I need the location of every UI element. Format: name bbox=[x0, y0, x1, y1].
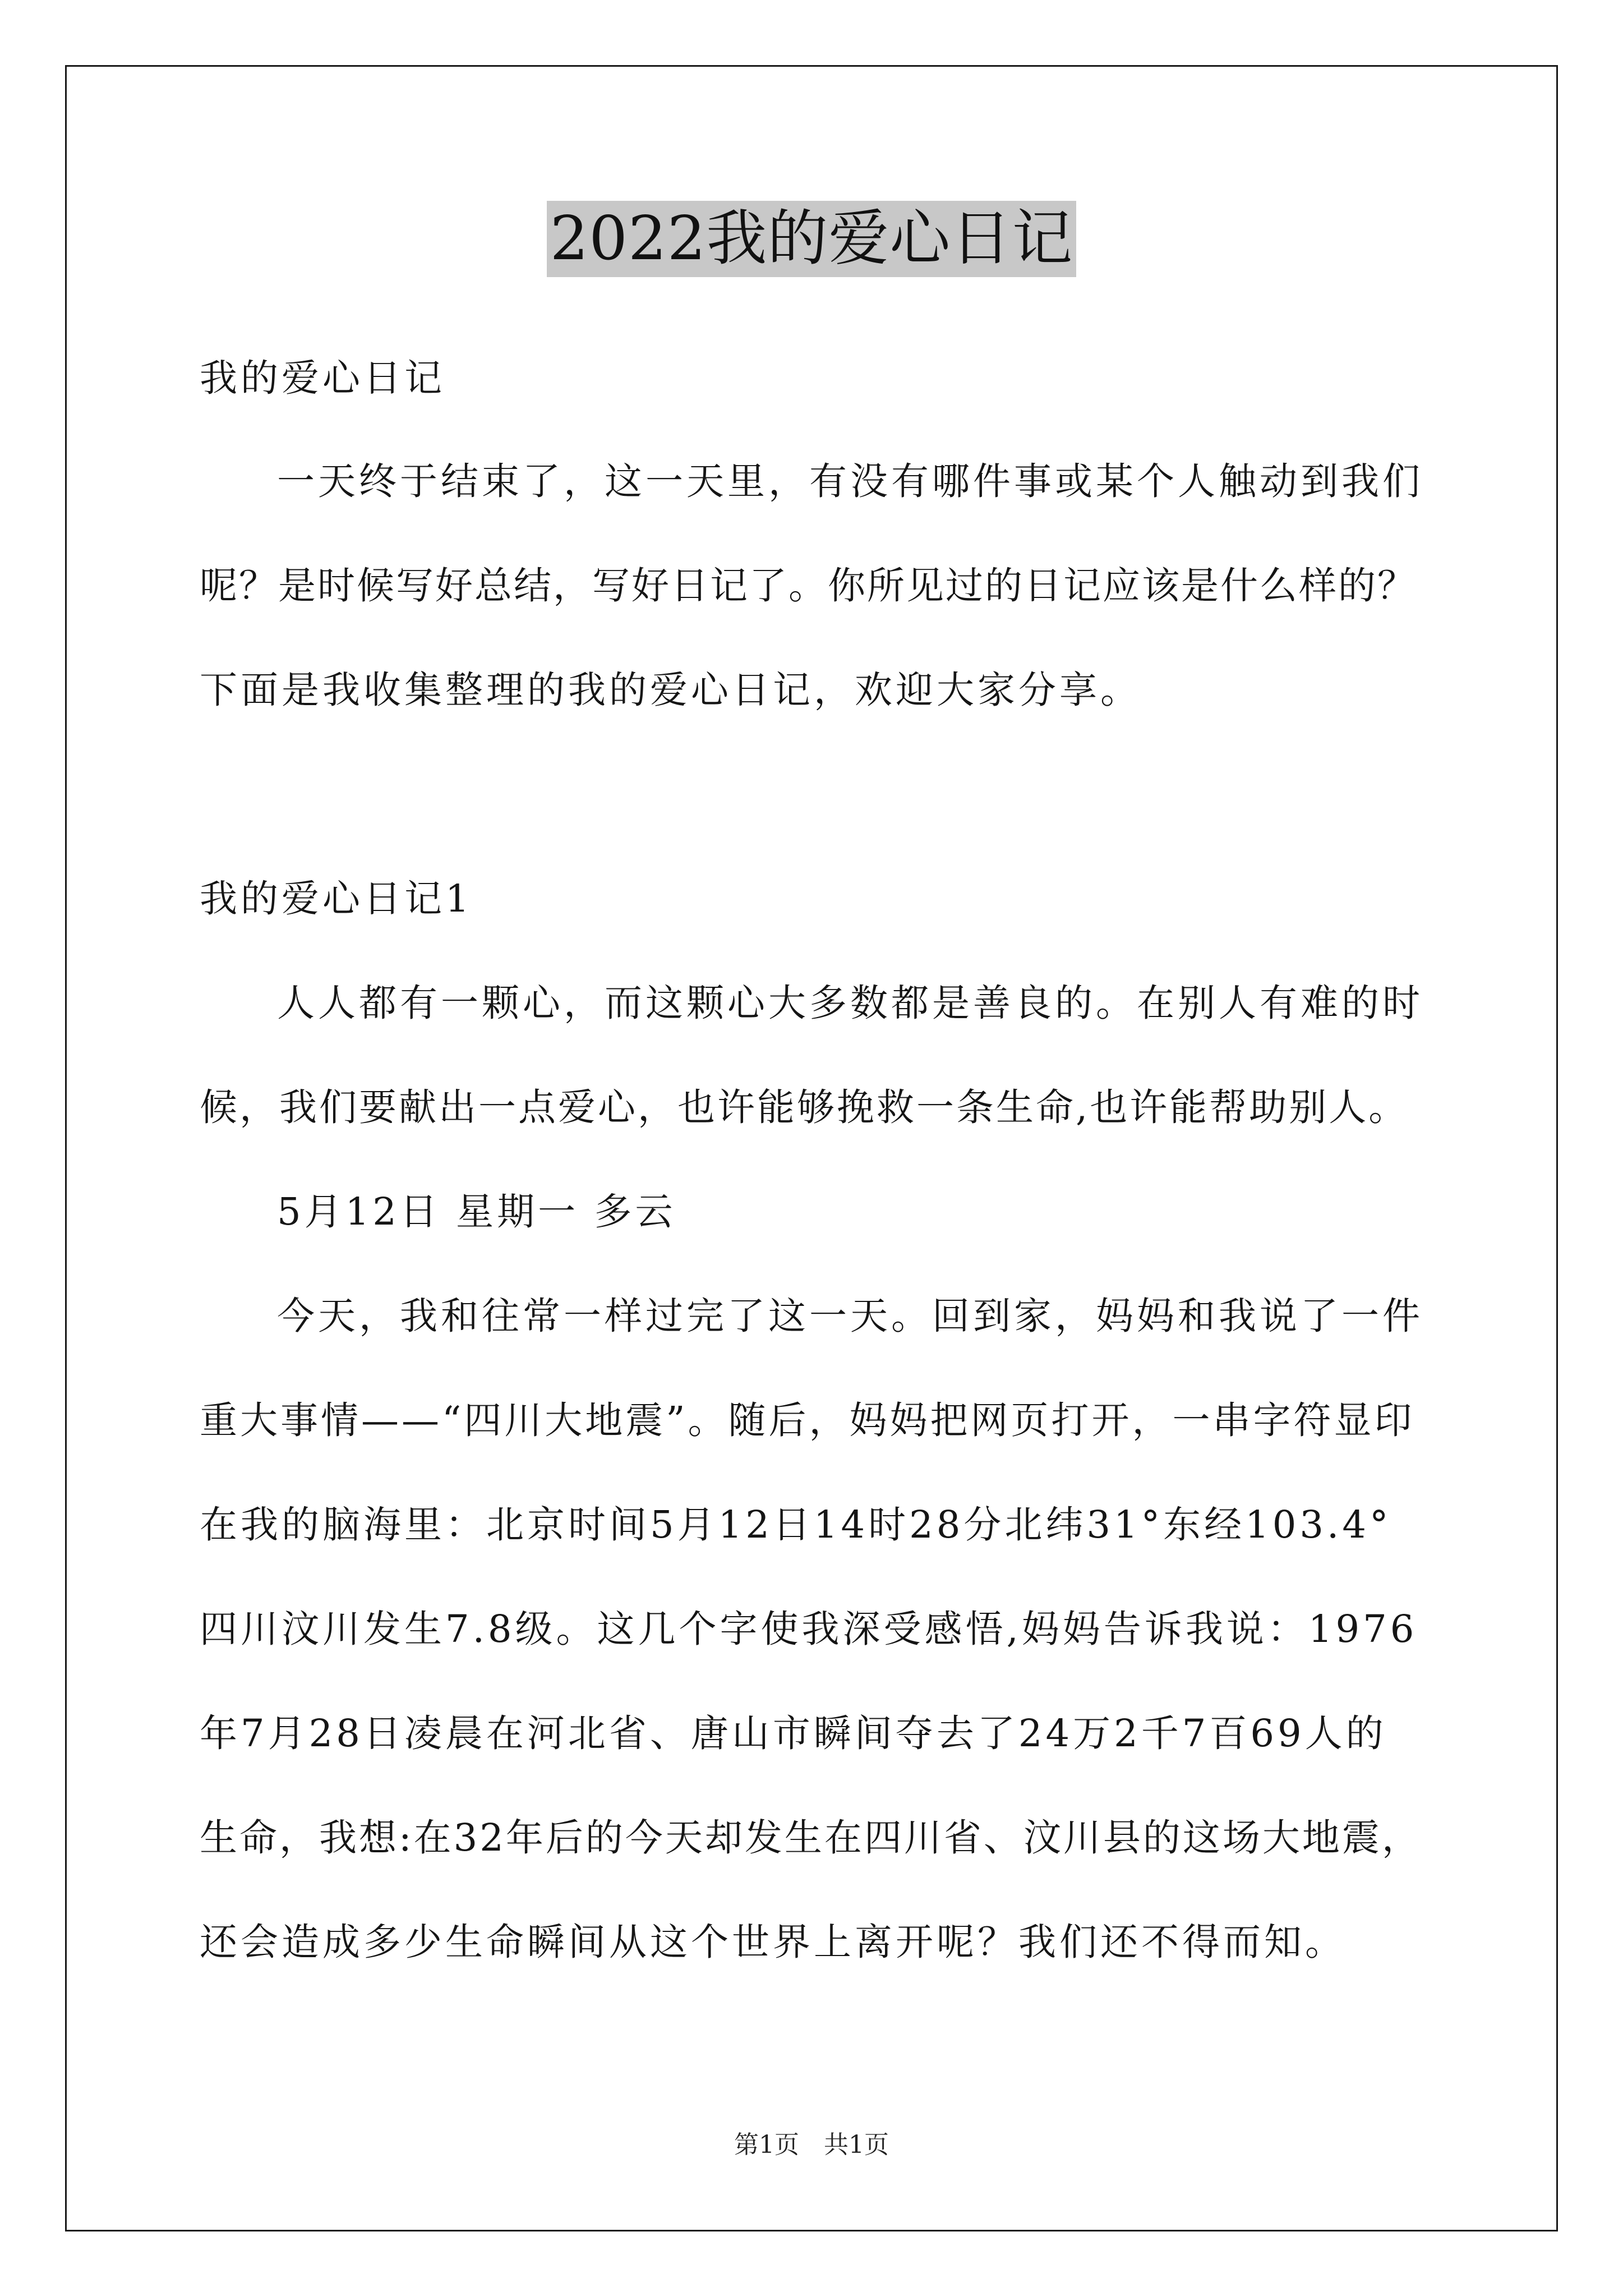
diary1-para2-line-4: 四川汶川发生7.8级。这几个字使我深受感悟,妈妈告诉我说：1976 bbox=[200, 1607, 1418, 1651]
intro-line-3: 下面是我收集整理的我的爱心日记，欢迎大家分享。 bbox=[200, 668, 1141, 712]
diary1-date-line: 5月12日 星期一 多云 bbox=[277, 1190, 676, 1234]
page-footer: 第1页 共1页 bbox=[734, 2131, 889, 2159]
diary1-para2-line-2: 重大事情——“四川大地震”。随后，妈妈把网页打开，一串字符显印 bbox=[200, 1398, 1415, 1442]
title-container bbox=[0, 201, 1623, 277]
diary1-para2-line-7: 还会造成多少生命瞬间从这个世界上离开呢？我们还不得而知。 bbox=[200, 1920, 1346, 1964]
diary1-para1-line-2: 候，我们要献出一点爱心，也许能够挽救一条生命,也许能帮助别人。 bbox=[200, 1085, 1409, 1129]
diary1-para2-line-5: 年7月28日凌晨在河北省、唐山市瞬间夺去了24万2千7百69人的 bbox=[200, 1711, 1387, 1755]
intro-heading: 我的爱心日记 bbox=[200, 356, 445, 400]
diary1-para2-line-6: 生命，我想:在32年后的今天却发生在四川省、汶川县的这场大地震， bbox=[200, 1816, 1422, 1860]
intro-line-2: 呢？是时候写好总结，写好日记了。你所见过的日记应该是什么样的？ bbox=[200, 564, 1417, 608]
diary1-heading: 我的爱心日记1 bbox=[200, 877, 473, 921]
document-title: 2022我的爱心日记 bbox=[547, 201, 1077, 277]
diary1-para2-line-3: 在我的脑海里：北京时间5月12日14时28分北纬31°东经103.4° bbox=[200, 1503, 1392, 1547]
intro-line-1: 一天终于结束了，这一天里，有没有哪件事或某个人触动到我们 bbox=[277, 459, 1423, 503]
diary1-para1-line-1: 人人都有一颗心，而这颗心大多数都是善良的。在别人有难的时 bbox=[277, 981, 1423, 1025]
diary1-para2-line-1: 今天，我和往常一样过完了这一天。回到家，妈妈和我说了一件 bbox=[277, 1294, 1423, 1338]
